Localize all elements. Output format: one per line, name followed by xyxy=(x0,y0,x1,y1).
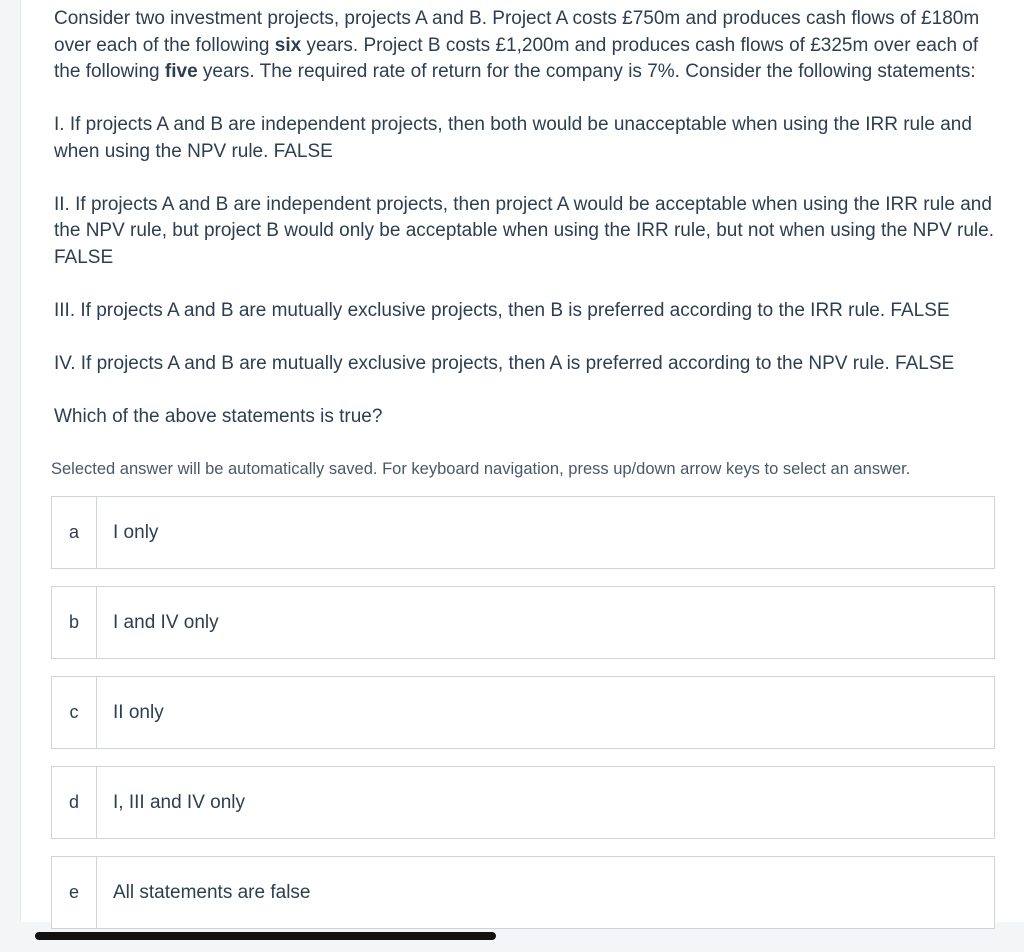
option-letter: e xyxy=(52,857,97,928)
option-label: II only xyxy=(113,701,164,723)
question-prompt: Which of the above statements is true? xyxy=(54,405,383,427)
answer-option-e[interactable] xyxy=(51,856,995,929)
option-label: I, III and IV only xyxy=(113,791,246,813)
answer-option-c[interactable] xyxy=(51,676,995,749)
option-letter: d xyxy=(52,767,97,838)
statement-2: II. If projects A and B are independent projects, then project A would be acceptable when using the IRR rule and the NPV rule, but project B would only be acceptable when using the IRR rule, but not when using the NPV rule. FALSE xyxy=(54,193,994,268)
statement-1: I. If projects A and B are independent projects, then both would be unacceptable when using the IRR rule and when using the NPV rule. FALSE xyxy=(54,114,972,162)
option-letter: c xyxy=(52,677,97,748)
option-label: All statements are false xyxy=(113,881,311,903)
option-label: I only xyxy=(113,521,159,543)
question-card xyxy=(20,0,1024,922)
answer-option-a[interactable] xyxy=(51,496,995,569)
option-letter: b xyxy=(52,587,97,658)
answer-option-d[interactable] xyxy=(51,766,995,839)
statement-3: III. If projects A and B are mutually exclusive projects, then B is preferred according to the IRR rule. FALSE xyxy=(54,299,950,321)
intro-text-1: Consider two investment projects, projects A and B. Project A costs £750m and produces cash flows of £180m over each of the following xyxy=(54,8,980,56)
answer-options xyxy=(51,496,995,946)
question-body xyxy=(54,6,1004,457)
intro-text-3: years. The required rate of return for the company is 7%. Consider the following statements: xyxy=(197,61,976,82)
option-letter: a xyxy=(52,497,97,568)
question-intro xyxy=(54,6,1004,86)
intro-text-2: years. Project B costs £1,200m and produces cash flows of £325m over each of the following xyxy=(54,34,979,82)
horizontal-scrollbar[interactable] xyxy=(35,932,496,940)
autosave-hint: Selected answer will be automatically saved. For keyboard navigation, press up/down arrow keys to select an answer. xyxy=(51,460,911,478)
statement-4: IV. If projects A and B are mutually exclusive projects, then A is preferred according to the NPV rule. FALSE xyxy=(54,352,955,374)
intro-bold-six: six xyxy=(274,34,302,56)
option-label: I and IV only xyxy=(113,611,219,633)
answer-option-b[interactable] xyxy=(51,586,995,659)
intro-bold-five: five xyxy=(164,61,198,82)
